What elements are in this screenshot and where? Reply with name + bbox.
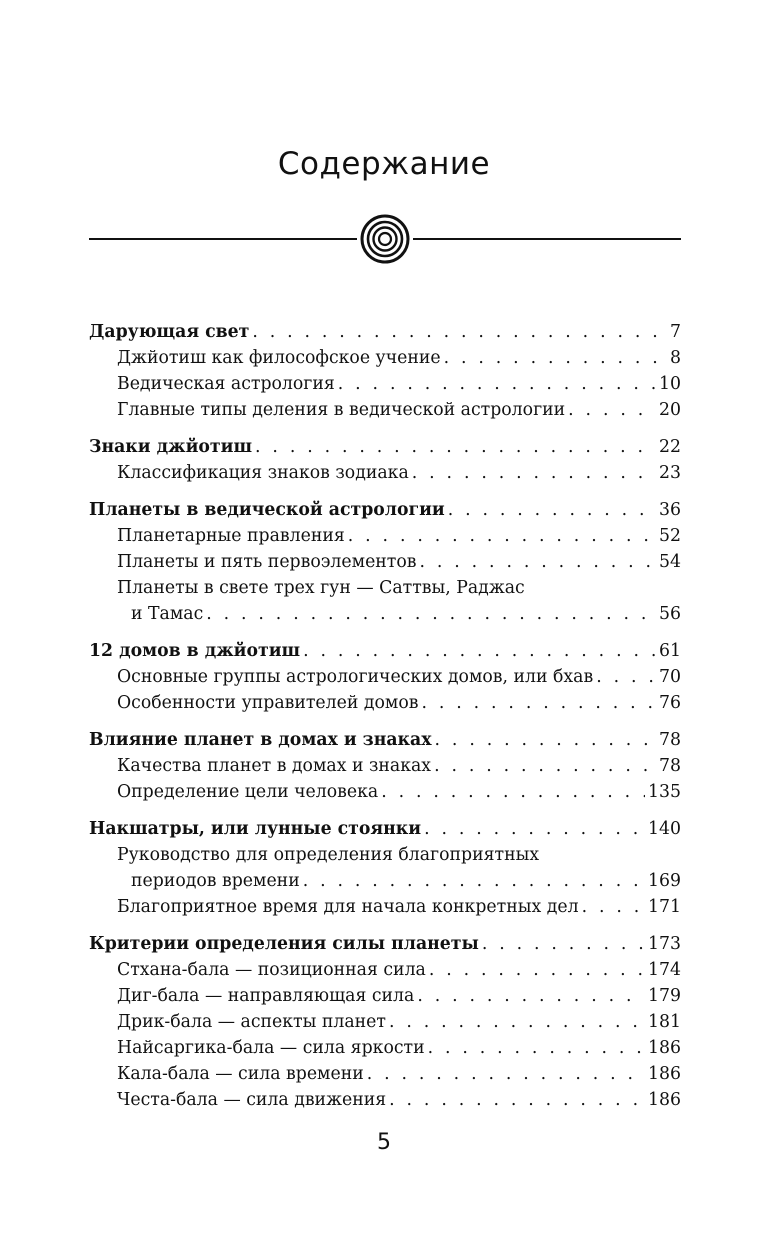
toc-entry-text: Дрик-бала — аспекты планет bbox=[117, 1012, 386, 1032]
page-ref: 10 bbox=[659, 374, 681, 394]
dot-leader bbox=[429, 957, 645, 983]
toc-entry-text: Планетарные правления bbox=[117, 526, 345, 546]
toc-entry bbox=[89, 460, 681, 486]
toc-entry-text: Особенности управителей домов bbox=[117, 693, 419, 713]
toc-section bbox=[89, 816, 681, 920]
toc-entry bbox=[89, 371, 681, 397]
toc-section bbox=[89, 931, 681, 1113]
toc-section bbox=[89, 638, 681, 716]
toc-entry-text: Благоприятное время для начала конкретных дел bbox=[117, 897, 579, 917]
toc-entry bbox=[89, 575, 681, 601]
toc-entry bbox=[89, 983, 681, 1009]
page-ref: 61 bbox=[659, 641, 681, 661]
toc-chapter bbox=[89, 816, 681, 842]
dot-leader bbox=[206, 601, 656, 627]
toc-entry bbox=[89, 957, 681, 983]
page-ref: 54 bbox=[659, 552, 681, 572]
page-ref: 20 bbox=[659, 400, 681, 420]
dot-leader bbox=[424, 816, 645, 842]
page-ref: 52 bbox=[659, 526, 681, 546]
page-ref: 169 bbox=[648, 871, 681, 891]
dot-leader bbox=[255, 434, 656, 460]
dot-leader bbox=[252, 319, 667, 345]
toc-entry-text: Планеты в свете трех гун — Саттвы, Раджас bbox=[117, 578, 525, 598]
dot-leader bbox=[444, 345, 667, 371]
toc-chapter-text: 12 домов в джйотиш bbox=[89, 641, 301, 661]
page-ref: 78 bbox=[659, 730, 681, 750]
toc-entry bbox=[89, 1087, 681, 1113]
toc-chapter bbox=[89, 727, 681, 753]
toc-chapter-text: Планеты в ведической астрологии bbox=[89, 500, 445, 520]
toc-chapter bbox=[89, 434, 681, 460]
toc-entry bbox=[89, 753, 681, 779]
toc-chapter bbox=[89, 638, 681, 664]
page-number: 5 bbox=[377, 1130, 391, 1155]
dot-leader bbox=[348, 523, 656, 549]
toc-entry bbox=[89, 779, 681, 805]
page-ref: 140 bbox=[648, 819, 681, 839]
page-title: Содержание bbox=[277, 146, 491, 182]
toc-entry-text: Классификация знаков зодиака bbox=[117, 463, 409, 483]
dot-leader bbox=[568, 397, 656, 423]
page-ref: 135 bbox=[648, 782, 681, 802]
dot-leader bbox=[448, 497, 656, 523]
toc-section bbox=[89, 497, 681, 627]
toc-chapter bbox=[89, 497, 681, 523]
toc-entry bbox=[89, 894, 681, 920]
toc-entry bbox=[89, 345, 681, 371]
toc-chapter bbox=[89, 319, 681, 345]
toc-entry-text: Основные группы астрологических домов, или бхав bbox=[117, 667, 594, 687]
toc-entry-text: Кала-бала — сила времени bbox=[117, 1064, 364, 1084]
dot-leader bbox=[417, 983, 645, 1009]
toc-entry bbox=[89, 842, 681, 868]
toc-chapter bbox=[89, 931, 681, 957]
page-ref: 78 bbox=[659, 756, 681, 776]
toc-entry-text: Диг-бала — направляющая сила bbox=[117, 986, 415, 1006]
toc-entry-continued-text: и Тамас bbox=[131, 604, 204, 624]
page-ref: 186 bbox=[648, 1064, 681, 1084]
toc-entry-text: Руководство для определения благоприятных bbox=[117, 845, 540, 865]
toc-entry-text: Качества планет в домах и знаках bbox=[117, 756, 432, 776]
concentric-circles-icon bbox=[362, 216, 408, 262]
page-ref: 181 bbox=[648, 1012, 681, 1032]
dot-leader bbox=[303, 638, 656, 664]
toc-chapter-text: Дарующая свет bbox=[89, 322, 250, 342]
page-ref: 173 bbox=[648, 934, 681, 954]
page-ref: 171 bbox=[648, 897, 681, 917]
dot-leader bbox=[412, 460, 656, 486]
toc-entry bbox=[89, 549, 681, 575]
page-ref: 23 bbox=[659, 463, 681, 483]
page-ref: 186 bbox=[648, 1038, 681, 1058]
page-ref: 186 bbox=[648, 1090, 681, 1110]
toc-section bbox=[89, 319, 681, 423]
page-ref: 70 bbox=[659, 667, 681, 687]
dot-leader bbox=[434, 753, 656, 779]
toc-entry-continued bbox=[89, 868, 681, 894]
toc-entry-text: Найсаргика-бала — сила яркости bbox=[117, 1038, 425, 1058]
page-ref: 7 bbox=[670, 322, 681, 342]
toc-entry-text: Честа-бала — сила движения bbox=[117, 1090, 387, 1110]
toc-entry bbox=[89, 1035, 681, 1061]
toc-chapter-text: Влияние планет в домах и знаках bbox=[89, 730, 432, 750]
toc-entry-text: Стхана-бала — позиционная сила bbox=[117, 960, 426, 980]
toc-chapter-text: Знаки джйотиш bbox=[89, 437, 253, 457]
page-ref: 22 bbox=[659, 437, 681, 457]
table-of-contents bbox=[89, 319, 681, 1124]
dot-leader bbox=[422, 690, 657, 716]
toc-entry-continued bbox=[89, 601, 681, 627]
toc-chapter-text: Накшатры, или лунные стоянки bbox=[89, 819, 422, 839]
toc-entry-continued-text: периодов времени bbox=[131, 871, 300, 891]
dot-leader bbox=[420, 549, 656, 575]
toc-section bbox=[89, 434, 681, 486]
toc-entry bbox=[89, 664, 681, 690]
toc-entry bbox=[89, 1061, 681, 1087]
page-ref: 174 bbox=[648, 960, 681, 980]
dot-leader bbox=[435, 727, 656, 753]
toc-entry-text: Планеты и пять первоэлементов bbox=[117, 552, 417, 572]
page-ref: 8 bbox=[670, 348, 681, 368]
dot-leader bbox=[596, 664, 656, 690]
toc-entry-text: Ведическая астрология bbox=[117, 374, 335, 394]
toc-entry-text: Джйотиш как философское учение bbox=[117, 348, 441, 368]
page-ref: 56 bbox=[659, 604, 681, 624]
toc-entry bbox=[89, 1009, 681, 1035]
dot-leader bbox=[389, 1087, 645, 1113]
page-ref: 179 bbox=[648, 986, 681, 1006]
dot-leader bbox=[582, 894, 645, 920]
toc-entry bbox=[89, 690, 681, 716]
toc-entry bbox=[89, 523, 681, 549]
ornamental-divider bbox=[89, 214, 681, 264]
toc-section bbox=[89, 727, 681, 805]
dot-leader bbox=[303, 868, 645, 894]
page-ref: 36 bbox=[659, 500, 681, 520]
toc-entry-text: Определение цели человека bbox=[117, 782, 379, 802]
dot-leader bbox=[389, 1009, 645, 1035]
dot-leader bbox=[428, 1035, 645, 1061]
toc-entry-text: Главные типы деления в ведической астрологии bbox=[117, 400, 566, 420]
dot-leader bbox=[338, 371, 656, 397]
toc-entry bbox=[89, 397, 681, 423]
page-ref: 76 bbox=[659, 693, 681, 713]
toc-chapter-text: Критерии определения силы планеты bbox=[89, 934, 479, 954]
dot-leader bbox=[367, 1061, 645, 1087]
dot-leader bbox=[381, 779, 645, 805]
dot-leader bbox=[482, 931, 645, 957]
